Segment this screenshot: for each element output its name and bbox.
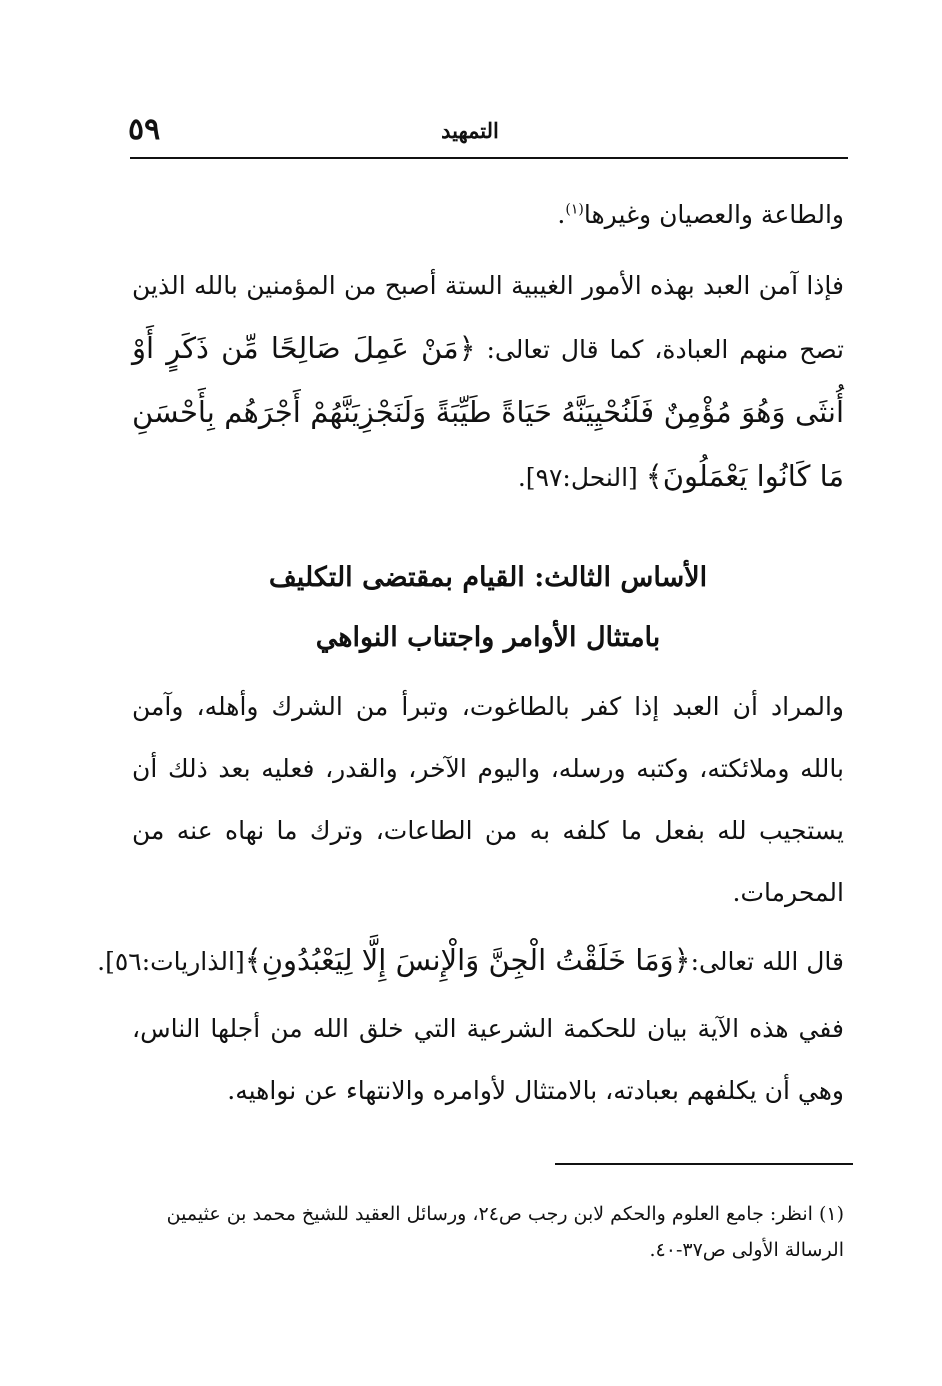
section-heading-line-2: بامتثال الأوامر واجتناب النواهي [315,622,661,653]
header-divider [130,157,848,159]
paragraph-1-text: والطاعة والعصيان وغيرها [583,200,844,229]
section-heading-line-1: الأساس الثالث: القيام بمقتضى التكليف [268,562,708,593]
running-title: التمهيد [441,118,499,143]
footnote-1: (١) انظر: جامع العلوم والحكم لابن رجب ص٢٤، ورسائل العقيد للشيخ محمد بن عثيمين الرسالة الأولى ص٣٧-٤٠. [166,1203,844,1261]
footnote-marker[interactable]: (١) [565,201,584,218]
verse-citation-dhariyat: [الذاريات:٥٦]. [97,947,245,976]
paragraph-1 [132,200,844,229]
paragraph-2-lead: فإذا آمن العبد بهذه الأمور الغيبية الستة أصبح من المؤمنين بالله الذين تصح منهم العبادة، كما قال تعالى: [132,271,844,364]
quran-verse-dhariyat: ﴿وَمَا خَلَقْتُ الْجِنَّ وَالْإِنسَ إِلَّا لِيَعْبُدُونِ﴾ [244,943,691,977]
paragraph-1-end: . [557,200,566,229]
paragraph-2 [132,255,844,509]
paragraph-5: ففي هذه الآية بيان للحكمة الشرعية التي خلق الله من أجلها الناس، وهي أن يكلفهم بعبادته، بالامتثال لأوامره والانتهاء عن نواهيه. [132,1014,844,1105]
verse-citation-nahl: [النحل:٩٧]. [517,463,646,492]
paragraph-3: والمراد أن العبد إذا كفر بالطاغوت، وتبرأ من الشرك وأهله، وآمن بالله وملائكته، وكتبه ورسله، واليوم الآخر، والقدر، فعليه بعد ذلك أن يستجيب لله بفعل ما كلفه به من الطاعات، وترك ما نهاه عنه من المحرمات. [132,692,844,907]
page-number: ٥٩ [128,112,161,147]
footnote-divider [555,1163,853,1165]
quran-verse-nahl: ﴿مَنْ عَمِلَ صَالِحًا مِّن ذَكَرٍ أَوْ أُنثَى وَهُوَ مُؤْمِنٌ فَلَنُحْيِيَنَّهُ حَيَاةً طَيِّبَةً وَلَنَجْزِيَنَّهُمْ أَجْرَهُم بِأَحْسَنِ مَا كَانُوا يَعْمَلُونَ﴾ [132,331,844,493]
paragraph-4 [97,943,844,977]
paragraph-4-lead: قال الله تعالى: [690,947,844,976]
